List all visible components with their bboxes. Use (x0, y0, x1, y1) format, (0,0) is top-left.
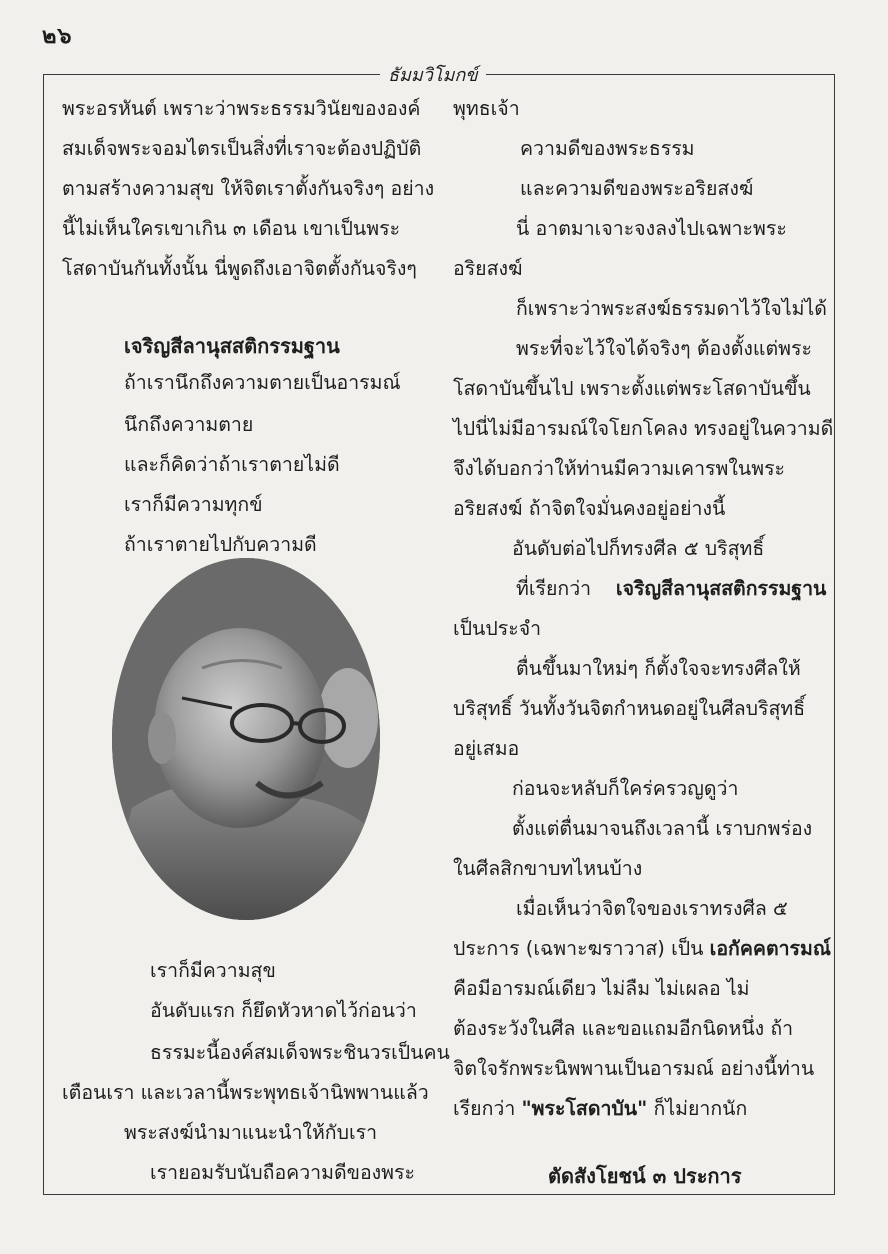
body-line: พระอรหันต์ เพราะว่าพระธรรมวินัยขององค์ (62, 97, 421, 120)
body-line: อันดับแรก ก็ยึดหัวหาดไว้ก่อนว่า (150, 999, 417, 1022)
body-line: เตือนเรา และเวลานี้พระพุทธเจ้านิพพานแล้ว (62, 1081, 429, 1104)
body-line: สมเด็จพระจอมไตรเป็นสิ่งที่เราจะต้องปฏิบัติ (62, 137, 422, 160)
body-line: อริยสงฆ์ (453, 257, 523, 280)
inline-text: ที่เรียกว่า (516, 577, 592, 600)
inline-text: ประการ (เฉพาะฆราวาส) เป็น (453, 937, 710, 960)
body-line-with-bold (453, 936, 831, 962)
body-line: เรายอมรับนับถือความดีของพระ (150, 1161, 415, 1184)
body-line: จิตใจรักพระนิพพานเป็นอารมณ์ อย่างนี้ท่าน (453, 1057, 815, 1080)
body-line: เป็นประจำ (453, 617, 542, 640)
inline-bold-term: เอกัคคตารมณ์ (709, 937, 831, 960)
body-line: ต้องระวังในศีล และขอแถมอีกนิดหนึ่ง ถ้า (453, 1017, 794, 1040)
body-line: ก่อนจะหลับก็ใคร่ครวญดูว่า (512, 777, 739, 800)
inline-bold-term: "พระโสดาบัน" (521, 1097, 648, 1120)
body-line: ความดีของพระธรรม (520, 137, 695, 160)
body-line: และความดีของพระอริยสงฆ์ (520, 177, 754, 200)
body-line: ในศีลสิกขาบทไหนบ้าง (453, 857, 643, 880)
body-line: โสดาบันขึ้นไป เพราะตั้งแต่พระโสดาบันขึ้น (453, 377, 811, 400)
verse-line: เราก็มีความทุกข์ (124, 493, 263, 516)
verse-line: และก็คิดว่าถ้าเราตายไม่ดี (124, 453, 340, 476)
body-line: อันดับต่อไปก็ทรงศีล ๕ บริสุทธิ์ (512, 537, 765, 560)
body-line: นี่ อาตมาเจาะจงลงไปเฉพาะพระ (516, 217, 787, 240)
body-line: อยู่เสมอ (453, 737, 520, 760)
body-line: ตื่นขึ้นมาใหม่ๆ ก็ตั้งใจจะทรงศีลให้ (516, 657, 801, 680)
body-line-with-bold (516, 576, 826, 602)
body-line: ก็เพราะว่าพระสงฆ์ธรรมดาไว้ใจไม่ได้ (516, 297, 827, 320)
monk-portrait (112, 558, 380, 920)
verse-line: ถ้าเราตายไปกับความดี (124, 533, 317, 556)
inline-text: ก็ไม่ยากนัก (653, 1097, 748, 1120)
body-line: ตั้งแต่ตื่นมาจนถึงเวลานี้ เราบกพร่อง (512, 817, 813, 840)
running-header: ธัมมวิโมกข์ (380, 60, 486, 89)
body-line: อริยสงฆ์ ถ้าจิตใจมั่นคงอยู่อย่างนี้ (453, 497, 726, 520)
body-line: เราก็มีความสุข (150, 959, 276, 982)
body-line: ไปนี่ไม่มีอารมณ์ใจโยกโคลง ทรงอยู่ในความดี (453, 417, 834, 440)
body-line: ธรรมะนี้องค์สมเด็จพระชินวรเป็นคน (150, 1041, 450, 1064)
verse-line: นึกถึงความตาย (124, 413, 254, 436)
verse-line: ถ้าเรานึกถึงความตายเป็นอารมณ์ (124, 371, 401, 394)
body-line: พระที่จะไว้ใจได้จริงๆ ต้องตั้งแต่พระ (516, 337, 812, 360)
body-line: คือมีอารมณ์เดียว ไม่ลืม ไม่เผลอ ไม่ (453, 977, 750, 1000)
body-line: จึงได้บอกว่าให้ท่านมีความเคารพในพระ (453, 457, 786, 480)
body-line: ตามสร้างความสุข ให้จิตเราตั้งกันจริงๆ อย่าง (62, 177, 435, 200)
inline-text: เรียกว่า (453, 1097, 522, 1120)
body-line: พระสงฆ์นำมาแนะนำให้กับเรา (124, 1121, 378, 1144)
portrait-illustration (112, 558, 380, 920)
inline-bold-term: เจริญสีลานุสสติกรรมฐาน (615, 577, 827, 600)
section-heading: ตัดสังโยชน์ ๓ ประการ (548, 1164, 742, 1188)
body-line: โสดาบันกันทั้งนั้น นี่พูดถึงเอาจิตตั้งกันจริงๆ (62, 257, 417, 280)
body-line: เมื่อเห็นว่าจิตใจของเราทรงศีล ๕ (516, 897, 788, 920)
body-line: พุทธเจ้า (453, 97, 520, 120)
body-line: บริสุทธิ์ วันทั้งวันจิตกำหนดอยู่ในศีลบริสุทธิ์ (453, 697, 806, 720)
section-heading: เจริญสีลานุสสติกรรมฐาน (124, 334, 340, 358)
body-line: นี้ไม่เห็นใครเขาเกิน ๓ เดือน เขาเป็นพระ (62, 217, 401, 240)
page-number: ๒๖ (42, 24, 73, 49)
body-line-with-bold (453, 1096, 747, 1122)
